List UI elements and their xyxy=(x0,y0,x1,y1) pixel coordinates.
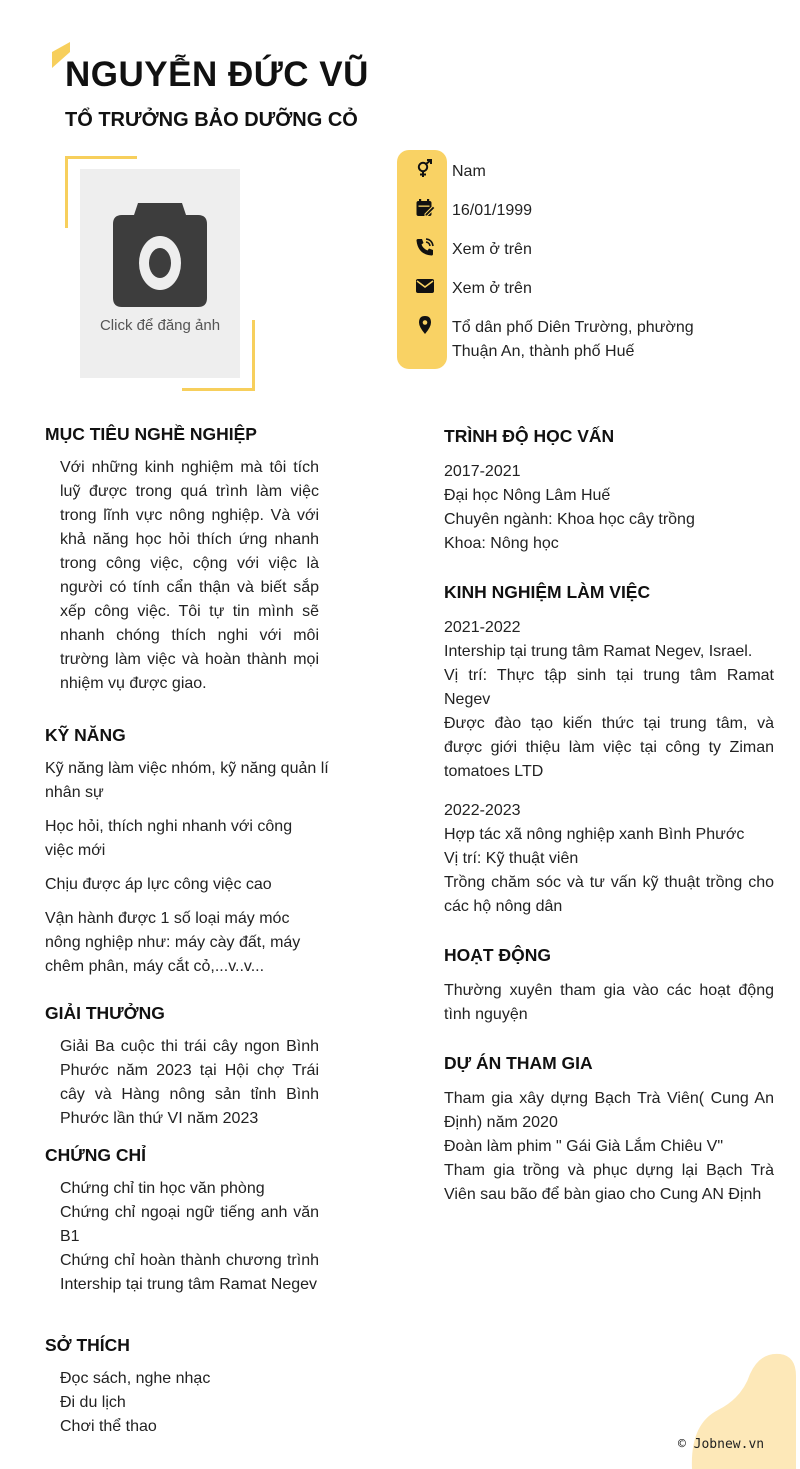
contact-icon-pill xyxy=(397,150,447,369)
calendar-icon xyxy=(415,198,435,218)
birthday-value: 16/01/1999 xyxy=(452,202,533,219)
camera-icon xyxy=(112,201,208,311)
location-pin-icon xyxy=(415,315,435,335)
job-period: 2021-2022 xyxy=(444,619,521,636)
certificates-heading: CHỨNG CHỈ xyxy=(45,1145,147,1165)
hobby-item: Đi du lịch xyxy=(60,1394,126,1411)
objective-heading: MỤC TIÊU NGHỀ NGHIỆP xyxy=(45,424,257,444)
education-faculty: Khoa: Nông học xyxy=(444,535,559,552)
job-position: Vị trí: Thực tập sinh tại trung tâm Ramat Negev xyxy=(444,667,774,708)
job-title: TỔ TRƯỞNG BẢO DƯỠNG CỎ xyxy=(65,109,358,131)
skill-item: Kỹ năng làm việc nhóm, kỹ năng quản lí nhân sự xyxy=(45,760,329,801)
award-item: Giải Ba cuộc thi trái cây ngon Bình Phước năm 2023 tại Hội chợ Trái cây và Hàng nông sản tỉnh Bình Phước lần thứ VI năm 2023 xyxy=(60,1038,319,1127)
project-item: Tham gia trồng và phục dựng lại Bạch Trà Viên sau bão để bàn giao cho Cung AN Định xyxy=(444,1162,774,1203)
experience-heading: KINH NGHIỆM LÀM VIỆC xyxy=(444,582,651,602)
photo-caption: Click để đăng ảnh xyxy=(99,317,221,334)
education-major: Chuyên ngành: Khoa học cây trồng xyxy=(444,511,695,528)
email-value: Xem ở trên xyxy=(452,280,532,297)
objective-text: Với những kinh nghiệm mà tôi tích luỹ được trong quá trình làm việc trong lĩnh vực nông nghiệp. Và với khả năng học hỏi thích ứng nhanh trong công việc, cộng với việc là người có tính cẩn thận và biết sắp xếp công việc. Tôi tự tin mình sẽ nhanh chóng thích nghi với môi trường làm việc và hoàn thành mọi nhiệm vụ được giao. xyxy=(60,459,319,692)
education-heading: TRÌNH ĐỘ HỌC VẤN xyxy=(444,426,615,446)
job-description: Được đào tạo kiến thức tại trung tâm, và được giới thiệu làm việc tại công ty Ziman tomatoes LTD xyxy=(444,715,774,780)
hobby-item: Đọc sách, nghe nhạc xyxy=(60,1370,211,1387)
skill-item: Chịu được áp lực công việc cao xyxy=(45,876,272,893)
project-item: Đoàn làm phim " Gái Già Lắm Chiêu V" xyxy=(444,1138,724,1155)
job-company: Intership tại trung tâm Ramat Negev, Israel. xyxy=(444,643,753,660)
skill-item: Học hỏi, thích nghi nhanh với công việc mới xyxy=(45,818,293,859)
activities-heading: HOẠT ĐỘNG xyxy=(444,945,551,965)
gender-value: Nam xyxy=(452,163,486,180)
address-line-1: Tổ dân phố Diên Trường, phường xyxy=(452,319,694,336)
candidate-name: NGUYỄN ĐỨC VŨ xyxy=(65,55,369,94)
gender-icon xyxy=(415,159,435,179)
certificate-item: Chứng chỉ tin học văn phòng xyxy=(60,1180,265,1197)
envelope-icon xyxy=(415,276,435,296)
skill-item: Vận hành được 1 số loại máy móc nông nghiệp như: máy cày đất, máy chêm phân, máy cắt cỏ,...v..v... xyxy=(45,910,301,975)
certificate-item: Chứng chỉ ngoại ngữ tiếng anh văn B1 xyxy=(60,1204,319,1245)
hobbies-heading: SỞ THÍCH xyxy=(45,1335,130,1355)
phone-value: Xem ở trên xyxy=(452,241,532,258)
hobby-item: Chơi thể thao xyxy=(60,1418,157,1435)
job-period: 2022-2023 xyxy=(444,802,521,819)
job-position: Vị trí: Kỹ thuật viên xyxy=(444,850,579,867)
education-period: 2017-2021 xyxy=(444,463,521,480)
skills-heading: KỸ NĂNG xyxy=(45,725,126,745)
projects-heading: DỰ ÁN THAM GIA xyxy=(444,1053,593,1073)
project-item: Tham gia xây dựng Bạch Trà Viên( Cung An Định) năm 2020 xyxy=(444,1090,774,1131)
job-company: Hợp tác xã nông nghiệp xanh Bình Phước xyxy=(444,826,745,843)
certificate-item: Chứng chỉ hoàn thành chương trình Intership tại trung tâm Ramat Negev xyxy=(60,1252,319,1293)
awards-heading: GIẢI THƯỞNG xyxy=(45,1003,165,1023)
photo-upload[interactable] xyxy=(80,169,240,378)
phone-icon xyxy=(415,237,435,257)
copyright-text: © Jobnew.vn xyxy=(678,1437,765,1452)
education-school: Đại học Nông Lâm Huế xyxy=(444,487,611,504)
activities-text: Thường xuyên tham gia vào các hoạt động tình nguyện xyxy=(444,982,774,1023)
address-line-2: Thuận An, thành phố Huế xyxy=(452,343,635,360)
job-description: Trồng chăm sóc và tư vấn kỹ thuật trồng cho các hộ nông dân xyxy=(444,874,774,915)
